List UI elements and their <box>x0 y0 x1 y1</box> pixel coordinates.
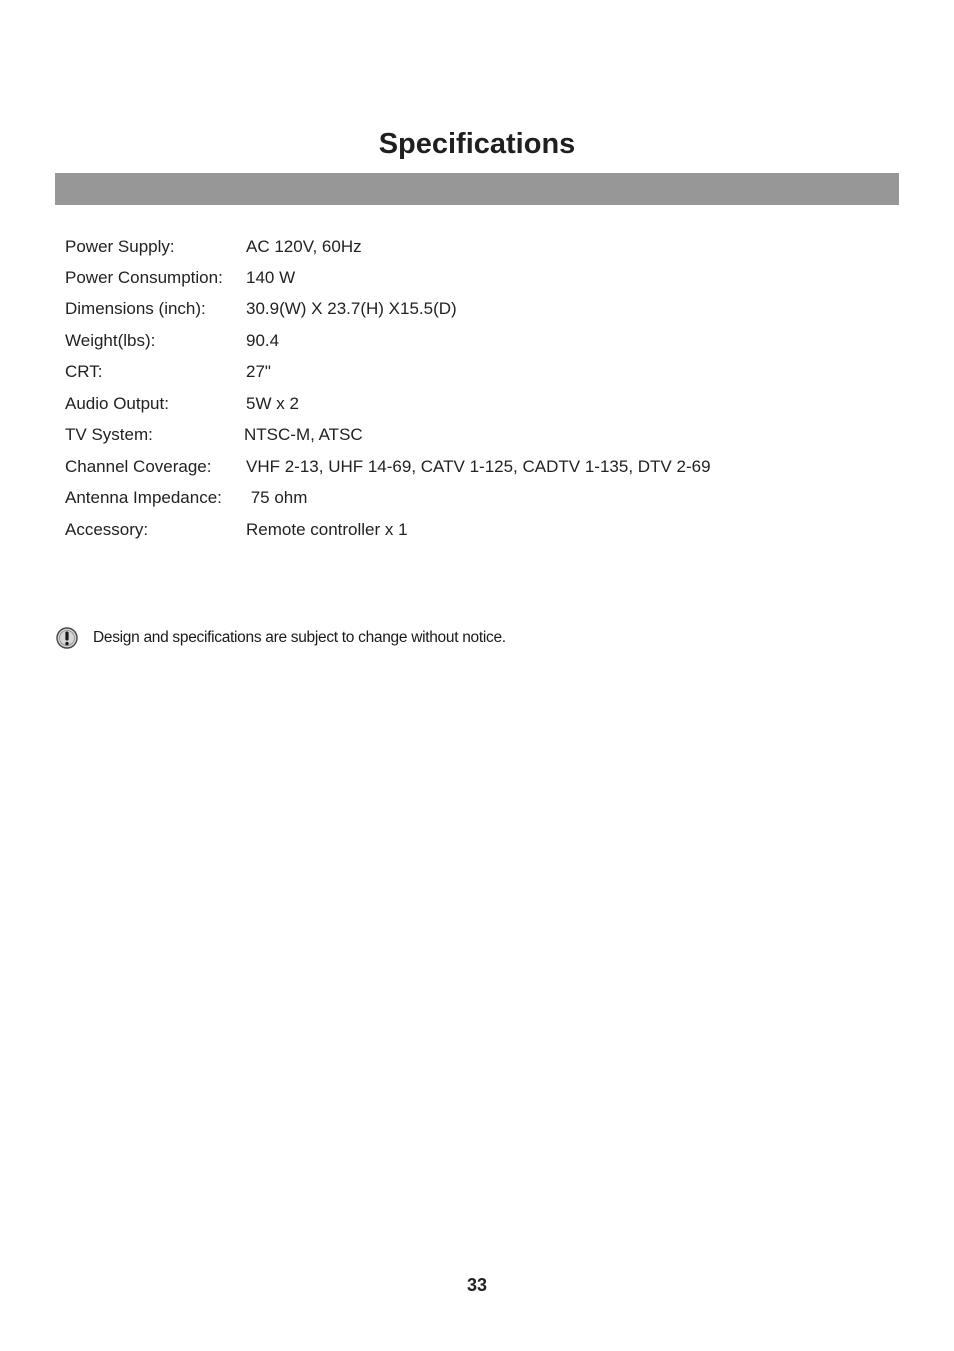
spec-label: Power Supply: <box>65 237 175 256</box>
spec-value: 75 ohm <box>246 488 308 507</box>
page-number: 33 <box>466 1275 488 1295</box>
spec-label: Accessory: <box>65 520 149 539</box>
spec-value: VHF 2-13, UHF 14-69, CATV 1-125, CADTV 1-135, DTV 2-69 <box>246 457 711 476</box>
spec-value: 27" <box>246 362 271 381</box>
spec-row-audio-output <box>65 391 885 417</box>
spec-value: 5W x 2 <box>246 394 299 413</box>
spec-value: 30.9(W) X 23.7(H) X15.5(D) <box>246 299 457 318</box>
page-title: Specifications <box>378 128 576 160</box>
exclamation-icon <box>56 627 78 649</box>
spec-value: 90.4 <box>246 331 280 350</box>
spec-label: Weight(lbs): <box>65 331 156 350</box>
spec-row-power-consumption <box>65 265 885 291</box>
spec-row-tv-system <box>65 422 885 448</box>
spec-label: Power Consumption: <box>65 268 223 287</box>
spec-row-weight <box>65 328 885 354</box>
spec-row-channel-coverage <box>65 454 885 480</box>
notice-text: Design and specifications are subject to change without notice. <box>93 629 506 646</box>
spec-value: AC 120V, 60Hz <box>246 237 362 256</box>
spec-value: NTSC-M, ATSC <box>244 425 363 444</box>
spec-label: Channel Coverage: <box>65 457 212 476</box>
spec-row-accessory <box>65 517 885 543</box>
spec-value: Remote controller x 1 <box>246 520 408 539</box>
spec-label: Antenna Impedance: <box>65 488 222 507</box>
title-divider-bar <box>55 173 899 205</box>
notice <box>56 626 756 652</box>
spec-row-crt <box>65 359 885 385</box>
spec-label: TV System: <box>65 425 153 444</box>
spec-row-dimensions <box>65 296 885 322</box>
spec-label: Audio Output: <box>65 394 169 413</box>
spec-value: 140 W <box>246 268 296 287</box>
spec-row-antenna-impedance <box>65 485 885 511</box>
spec-label: Dimensions (inch): <box>65 299 206 318</box>
spec-label: CRT: <box>65 362 103 381</box>
spec-row-power-supply <box>65 234 885 260</box>
